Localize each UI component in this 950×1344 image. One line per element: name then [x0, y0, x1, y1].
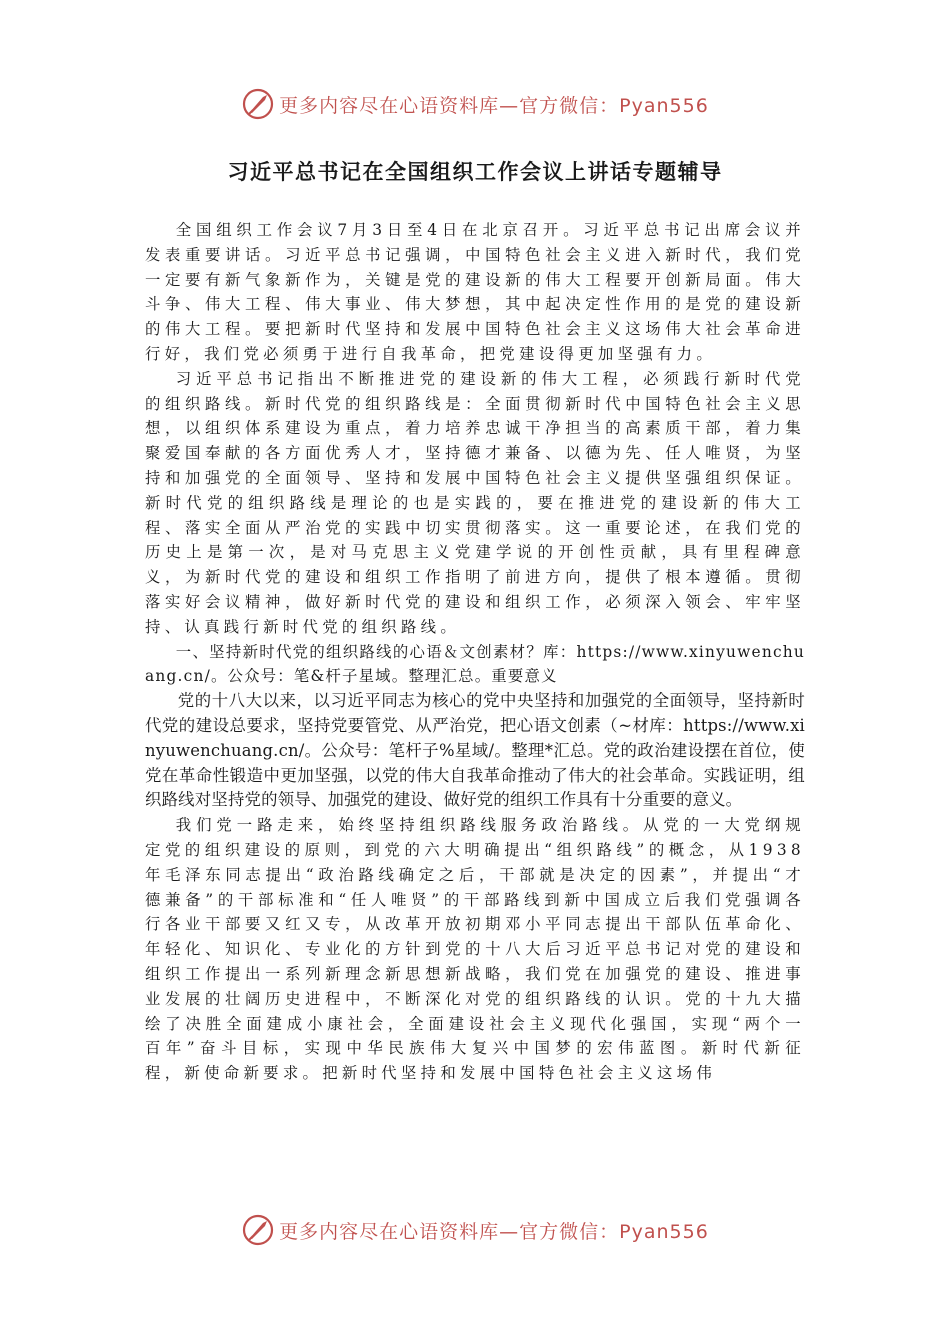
paragraph: 党的十八大以来，以习近平同志为核心的党中央坚持和加强党的全面领导，坚持新时代党的建设总要求，坚持党要管党、从严治党，把心语文创素（~材库：https://www.xinyuwenchuang.cn/。公众号：笔杆子%星域/。整理*汇总。党的政治建设摆在首位，使党在革命性锻造中更加坚强，以党的伟大自我革命推动了伟大的社会革命。实践证明，组织路线对坚持党的领导、加强党的建设、做好党的组织工作具有十分重要的意义。 [145, 691, 805, 810]
banner-text: 更多内容尽在心语资料库—官方微信：Pyan556 [279, 1220, 709, 1243]
quill-logo-icon [241, 1213, 275, 1247]
footer-watermark-banner [0, 1210, 950, 1250]
paragraph: 我们党一路走来，始终坚持组织路线服务政治路线。从党的一大党纲规定党的组织建设的原则，到党的六大明确提出“组织路线”的概念，从1938年毛泽东同志提出“政治路线确定之后，干部就是决定的因素”，并提出“才德兼备”的干部标准和“任人唯贤”的干部路线到新中国成立后我们党强调各行各业干部要又红又专，从改革开放初期邓小平同志提出干部队伍革命化、年轻化、知识化、专业化的方针到党的十八大后习近平总书记对党的建设和组织工作提出一系列新理念新思想新战略，我们党在加强党的建设、推进事业发展的壮阔历史进程中，不断深化对党的组织路线的认识。党的十九大描绘了决胜全面建成小康社会，全面建设社会主义现代化强国，实现“两个一百年”奋斗目标，实现中华民族伟大复兴中国梦的宏伟蓝图。新时代新征程，新使命新要求。把新时代坚持和发展中国特色社会主义这场伟 [145, 816, 805, 1083]
paragraph: 全国组织工作会议7月3日至4日在北京召开。习近平总书记出席会议并发表重要讲话。习近平总书记强调，中国特色社会主义进入新时代，我们党一定要有新气象新作为，关键是党的建设新的伟大工程要开创新局面。伟大斗争、伟大工程、伟大事业、伟大梦想，其中起决定性作用的是党的建设新的伟大工程。要把新时代坚持和发展中国特色社会主义这场伟大社会革命进行好，我们党必须勇于进行自我革命，把党建设得更加坚强有力。 [145, 221, 805, 363]
header-watermark-banner [0, 84, 950, 124]
quill-logo-icon [241, 87, 275, 121]
document-title: 习近平总书记在全国组织工作会议上讲话专题辅导 [227, 160, 723, 184]
banner-text: 更多内容尽在心语资料库—官方微信：Pyan556 [279, 94, 709, 117]
document-body [145, 218, 805, 1086]
section-heading-paragraph: 一、坚持新时代党的组织路线的心语＆文创素材？库：https://www.xinyuwenchuang.cn/。公众号：笔&杆子星域。整理汇总。重要意义 [145, 642, 805, 686]
paragraph: 习近平总书记指出不断推进党的建设新的伟大工程，必须践行新时代党的组织路线。新时代党的组织路线是：全面贯彻新时代中国特色社会主义思想，以组织体系建设为重点，着力培养忠诚干净担当的高素质干部，着力集聚爱国奉献的各方面优秀人才，坚持德才兼备、以德为先、任人唯贤，为坚持和加强党的全面领导、坚持和发展中国特色社会主义提供坚强组织保证。新时代党的组织路线是理论的也是实践的，要在推进党的建设新的伟大工程、落实全面从严治党的实践中切实贯彻落实。这一重要论述，在我们党的历史上是第一次，是对马克思主义党建学说的开创性贡献，具有里程碑意义，为新时代党的建设和组织工作指明了前进方向，提供了根本遵循。贯彻落实好会议精神，做好新时代党的建设和组织工作，必须深入领会、牢牢坚持、认真践行新时代党的组织路线。 [145, 369, 805, 636]
